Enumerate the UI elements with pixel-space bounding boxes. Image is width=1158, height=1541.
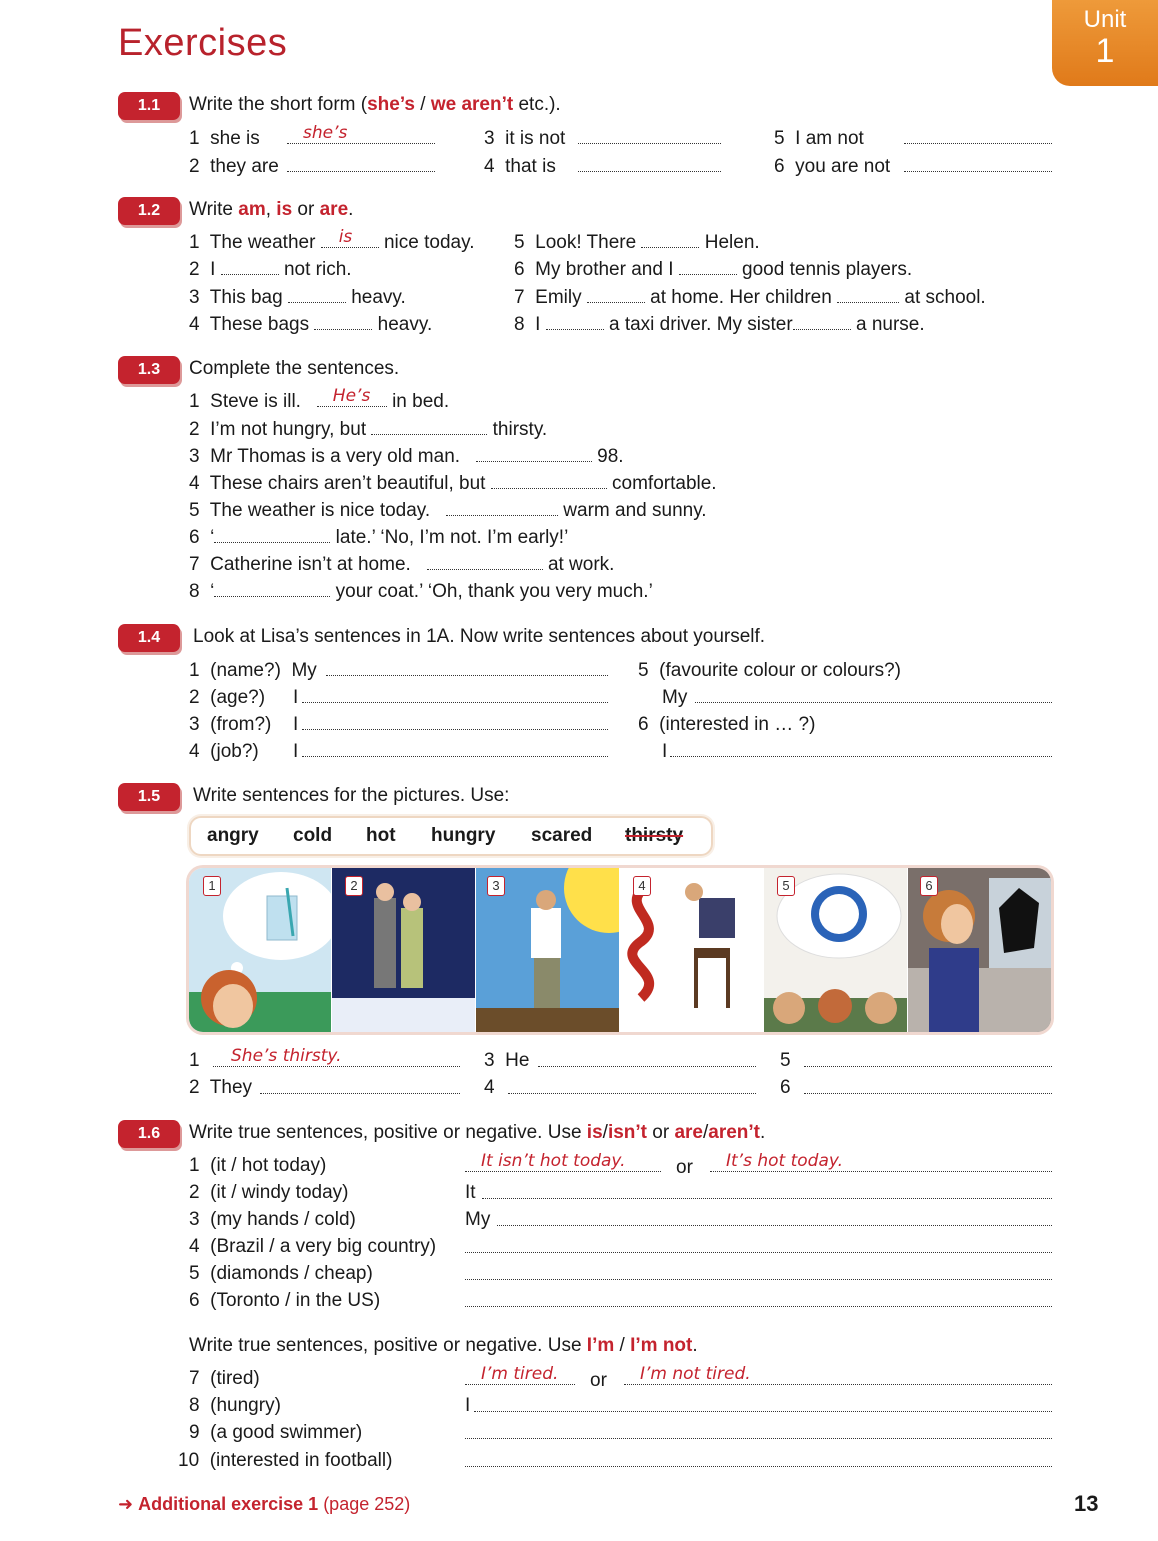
handwritten-answer: I’m tired. [481,1364,559,1384]
picture-number: 6 [920,876,938,896]
exercise-item: 2 They [189,1077,253,1098]
answer-line[interactable] [214,582,330,597]
answer-line[interactable] [641,233,699,248]
answer-line[interactable] [287,171,435,172]
exercise-item-number: 4 [484,1077,495,1098]
exercise-instruction: Write am, is or are. [189,199,354,220]
exercise-item: 6 (Toronto / in the US) [189,1290,381,1311]
exercise-item-number: 1 [189,1050,200,1071]
word-hot: hot [366,825,396,846]
exercise-item: 3 it is not [484,128,566,149]
answer-line[interactable] [302,702,608,703]
or-label: or [590,1370,607,1391]
unit-label: Unit [1083,6,1127,33]
exercise-item: 6 ‘ late.’ ‘No, I’m not. I’m early!’ [189,527,569,548]
answer-line[interactable] [314,315,372,330]
word-box [189,816,713,856]
additional-exercise-link[interactable]: ➜ Additional exercise 1 (page 252) [118,1494,411,1514]
answer-line[interactable] [465,1252,1052,1253]
handwritten-answer: It’s hot today. [726,1151,844,1171]
exercise-item: 1 (it / hot today) [189,1155,327,1176]
exercise-badge: 1.4 [118,624,180,652]
handwritten-answer: is [338,227,353,247]
handwritten-answer: I’m not tired. [640,1364,751,1384]
sentence-start: I [293,687,299,708]
answer-line[interactable] [904,171,1052,172]
exercise-item: 7 Catherine isn’t at home. at work. [189,554,615,575]
answer-line[interactable] [465,1279,1052,1280]
exercise-badge: 1.2 [118,197,180,225]
exercise-item: 5 (diamonds / cheap) [189,1263,373,1284]
answer-line[interactable] [302,729,608,730]
page-number: 13 [1074,1491,1099,1516]
answer-line[interactable] [837,288,899,303]
handwritten-answer: she’s [303,123,348,143]
answer-line[interactable] [474,1411,1052,1412]
unit-tab [1052,0,1158,86]
answer-line[interactable] [288,288,346,303]
sentence-start: I [465,1395,471,1416]
exercise-item: 8 (hungry) [189,1395,281,1416]
exercise-item: 7 (tired) [189,1368,260,1389]
exercise-item: 4 (job?) [189,741,259,762]
exercise-item: 2 I’m not hungry, but thirsty. [189,419,548,440]
answer-line[interactable] [326,675,608,676]
answer-line[interactable] [578,171,721,172]
exercise-item-number: 6 [780,1077,791,1098]
answer-line[interactable] [793,315,851,330]
exercise-instruction: Complete the sentences. [189,358,400,379]
sentence-start: I [662,741,668,762]
exercise-item: 5 I am not [774,128,864,149]
answer-line[interactable] [804,1093,1052,1094]
answer-line[interactable] [427,555,543,570]
answer-line[interactable] [465,1364,575,1385]
sentence-start: My [465,1209,491,1230]
exercise-item: 4 These chairs aren’t beautiful, but comfortable. [189,473,717,494]
exercise-item: 1 Steve is ill. He’s in bed. [189,386,450,412]
word-angry: angry [207,825,259,846]
exercise-item: 4 (Brazil / a very big country) [189,1236,437,1257]
answer-line[interactable] [587,288,645,303]
picture-number: 5 [777,876,795,896]
answer-line[interactable] [482,1198,1052,1199]
exercise-badge: 1.6 [118,1120,180,1148]
answer-line[interactable] [214,528,330,543]
answer-line[interactable] [538,1066,756,1067]
exercise-item: 5 The weather is nice today. warm and sunny. [189,500,707,521]
exercise-item: 1 (name?) My [189,660,317,681]
exercise-item: 3 (from?) [189,714,272,735]
exercise-instruction: Write sentences for the pictures. Use: [193,785,510,806]
picture-number: 1 [203,876,221,896]
sentence-start: I [293,741,299,762]
exercise-instruction: Write the short form (she’s / we aren’t etc.). [189,94,561,115]
sentence-start: It [465,1182,476,1203]
answer-line[interactable] [260,1093,460,1094]
handwritten-answer: She’s thirsty. [231,1046,342,1066]
exercise-item: 3 This bag heavy. [189,287,406,308]
answer-line[interactable] [804,1066,1052,1067]
answer-line[interactable] [465,1151,661,1172]
exercise-item: 8 ‘ your coat.’ ‘Oh, thank you very much.’ [189,581,653,602]
answer-line[interactable] [670,756,1052,757]
or-label: or [676,1157,693,1178]
answer-line[interactable] [446,501,558,516]
answer-line[interactable] [578,143,721,144]
answer-line[interactable] [221,260,279,275]
handwritten-answer: He’s [332,386,371,406]
answer-line[interactable] [546,315,604,330]
page-title: Exercises [118,22,288,64]
exercise-item: 1 The weather is nice today. [189,227,475,253]
exercise-badge: 1.3 [118,356,180,384]
answer-line[interactable] [695,702,1052,703]
word-hungry: hungry [431,825,496,846]
exercise-item: 1 she is [189,128,260,149]
answer-line[interactable] [904,143,1052,144]
exercise-item: 4 that is [484,156,556,177]
answer-line[interactable] [710,1151,1052,1172]
exercise-item: 5 Look! There Helen. [514,232,760,253]
answer-line[interactable] [465,1306,1052,1307]
answer-line[interactable] [465,1438,1052,1439]
answer-line[interactable] [508,1093,756,1094]
exercise-item: 9 (a good swimmer) [189,1422,363,1443]
picture-number: 3 [487,876,505,896]
exercise-item: 10 (interested in football) [178,1450,393,1471]
answer-line[interactable] [491,474,607,489]
picture-number: 4 [633,876,651,896]
exercise-instruction: Write true sentences, positive or negative. Use I’m / I’m not. [189,1335,698,1356]
answer-line[interactable] [476,447,592,462]
exercise-item: 2 I not rich. [189,259,352,280]
picture-strip [189,868,1051,1032]
exercise-item: 4 These bags heavy. [189,314,433,335]
answer-line[interactable] [465,1466,1052,1467]
exercise-item: 8 I a taxi driver. My sister a nurse. [514,314,925,335]
exercise-item: 6 you are not [774,156,891,177]
exercise-item: 6 (interested in … ?) [638,714,816,735]
answer-line[interactable] [317,386,387,407]
unit-number: 1 [1095,32,1115,70]
answer-line[interactable] [302,756,608,757]
exercise-item: 2 (it / windy today) [189,1182,349,1203]
exercise-item: 3 (my hands / cold) [189,1209,356,1230]
word-scared: scared [531,825,593,846]
exercise-item: 7 Emily at home. Her children at school. [514,287,986,308]
exercise-item-number: 5 [780,1050,791,1071]
word-thirsty: thirsty [625,825,684,846]
answer-line[interactable] [321,227,379,248]
answer-line[interactable] [287,123,435,144]
exercise-badge: 1.1 [118,92,180,120]
exercise-item: 5 (favourite colour or colours?) [638,660,901,681]
handwritten-answer: It isn’t hot today. [481,1151,626,1171]
exercise-item: 3 He [484,1050,530,1071]
arrow-icon: ➜ [118,1494,134,1514]
answer-line[interactable] [679,260,737,275]
picture-number: 2 [345,876,363,896]
answer-line[interactable] [624,1364,1052,1385]
exercise-item: 3 Mr Thomas is a very old man. 98. [189,446,624,467]
exercise-item: 6 My brother and I good tennis players. [514,259,913,280]
answer-line[interactable] [213,1046,460,1067]
sentence-start: My [662,687,688,708]
sentence-start: I [293,714,299,735]
exercise-item: 2 they are [189,156,279,177]
exercise-instruction: Look at Lisa’s sentences in 1A. Now write sentences about yourself. [193,626,766,647]
exercise-instruction: Write true sentences, positive or negative. Use is/isn’t or are/aren’t. [189,1122,766,1143]
exercise-badge: 1.5 [118,783,180,811]
answer-line[interactable] [497,1225,1052,1226]
word-cold: cold [293,825,333,846]
exercise-item: 2 (age?) [189,687,266,708]
answer-line[interactable] [371,420,487,435]
